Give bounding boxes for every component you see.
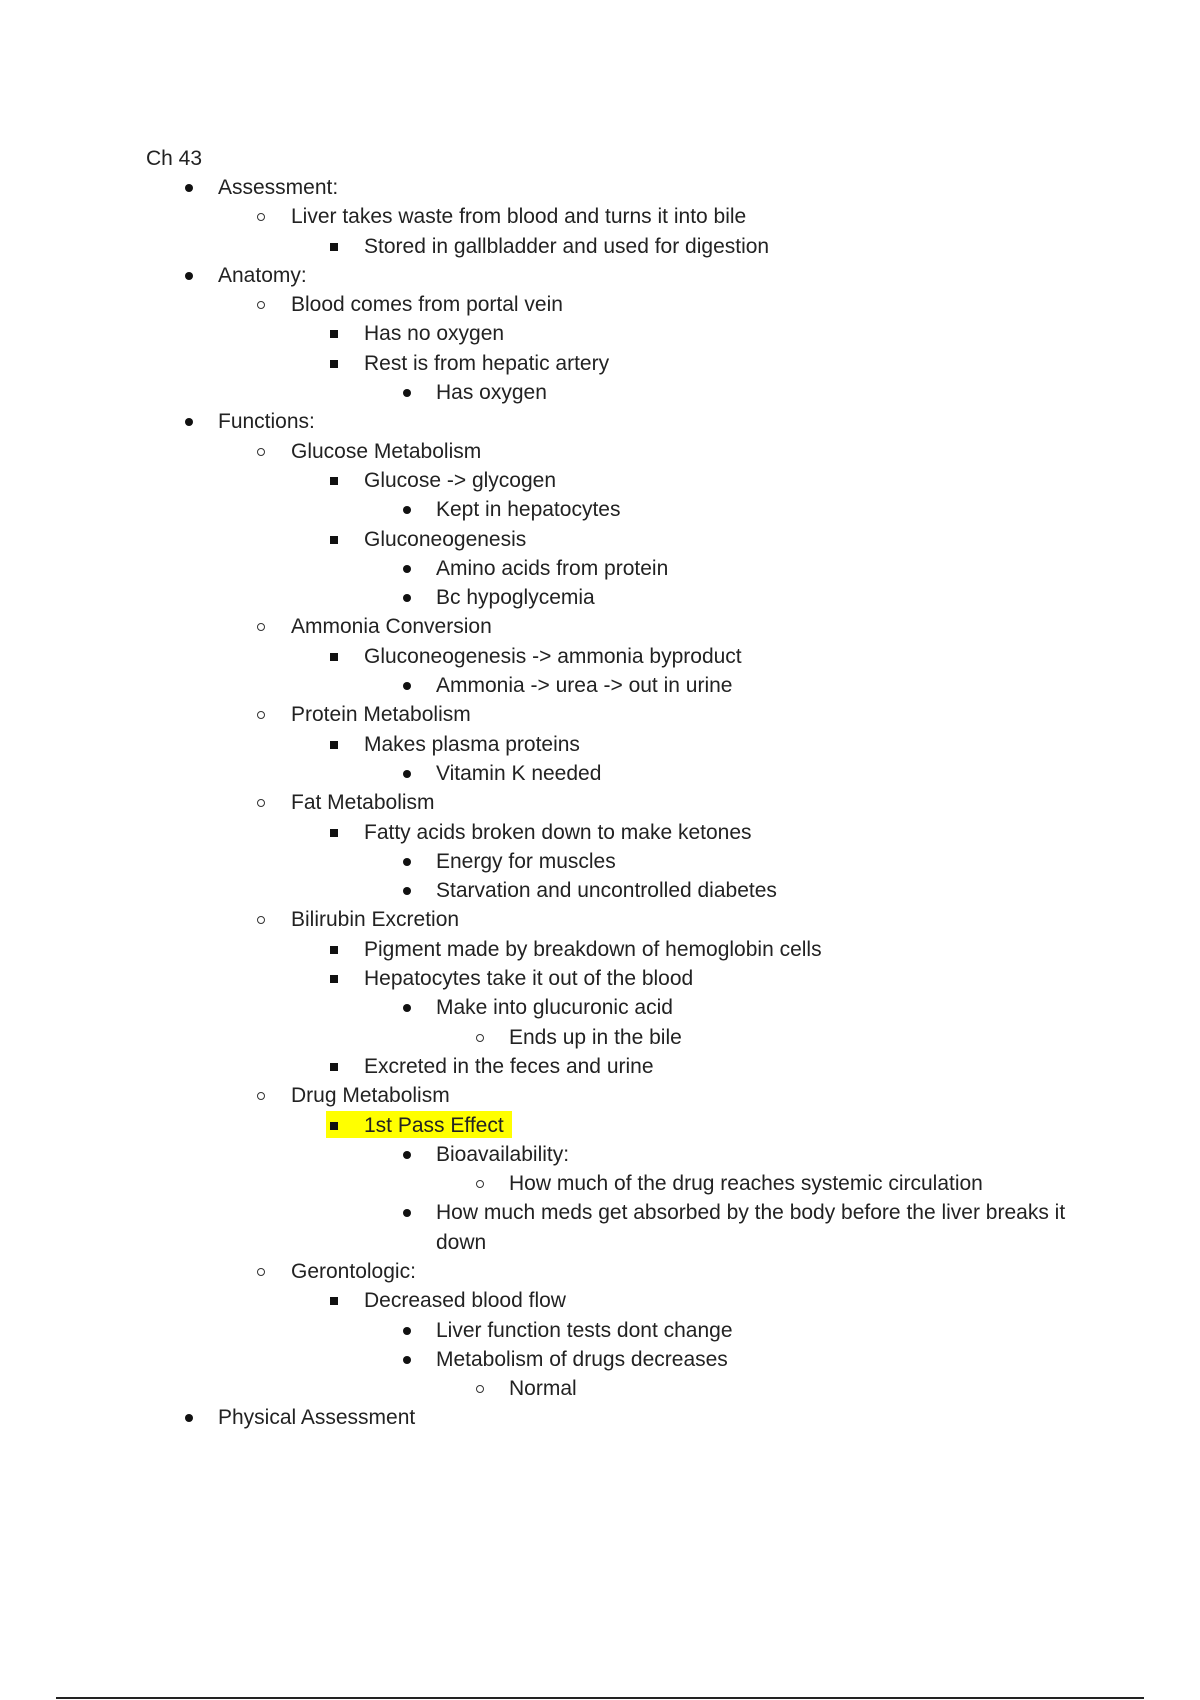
list-item-text: Pigment made by breakdown of hemoglobin cells	[364, 937, 822, 961]
list-item-text: Has oxygen	[436, 381, 547, 405]
list-item-text: Liver function tests dont change	[436, 1318, 733, 1342]
list-item-text: Bioavailability:	[436, 1142, 570, 1166]
list-item	[0, 612, 1200, 641]
list-item	[0, 788, 1200, 817]
list-item-text: Energy for muscles	[436, 849, 616, 873]
list-item-text: Glucose -> glycogen	[364, 468, 557, 492]
list-item	[0, 1257, 1200, 1286]
list-item-text: Anatomy:	[218, 263, 307, 287]
list-item	[0, 1316, 1200, 1345]
list-item-text: Liver takes waste from blood and turns it into bile	[291, 205, 747, 229]
list-item	[0, 730, 1200, 759]
list-item-text: Normal	[509, 1377, 577, 1401]
list-item-text: Decreased blood flow	[364, 1289, 566, 1313]
list-item	[0, 261, 1200, 290]
list-item	[0, 1403, 1200, 1432]
list-item-text: Gluconeogenesis	[364, 527, 527, 551]
list-item	[0, 437, 1200, 466]
list-item-text: Kept in hepatocytes	[436, 498, 621, 522]
list-item	[0, 202, 1200, 231]
list-item-text: Has no oxygen	[364, 322, 505, 346]
list-item-text: Starvation and uncontrolled diabetes	[436, 879, 777, 903]
list-item-text: Makes plasma proteins	[364, 732, 580, 756]
list-item-text: Excreted in the feces and urine	[364, 1054, 654, 1078]
list-item-text: Hepatocytes take it out of the blood	[364, 967, 694, 991]
note-outline	[0, 173, 1200, 1433]
list-item	[0, 847, 1200, 876]
list-item	[0, 671, 1200, 700]
list-item	[0, 1111, 1200, 1140]
list-item-text: How much meds get absorbed by the body before the liver breaks it down	[436, 1201, 1066, 1254]
list-item	[0, 495, 1200, 524]
list-item	[0, 1169, 1200, 1198]
list-item	[0, 964, 1200, 993]
footer-divider	[56, 1697, 1144, 1699]
list-item	[0, 1023, 1200, 1052]
list-item-text: Stored in gallbladder and used for digestion	[364, 234, 770, 258]
list-item	[0, 1374, 1200, 1403]
list-item-text: Vitamin K needed	[436, 761, 602, 785]
list-item	[0, 466, 1200, 495]
list-item-text: Drug Metabolism	[291, 1084, 450, 1108]
list-item-text: Blood comes from portal vein	[291, 293, 563, 317]
list-item	[0, 993, 1200, 1022]
list-item-text: Gerontologic:	[291, 1259, 416, 1283]
list-item	[0, 319, 1200, 348]
list-item-text: Gluconeogenesis -> ammonia byproduct	[364, 644, 742, 668]
list-item-text: Metabolism of drugs decreases	[436, 1347, 728, 1371]
page-title: Ch 43	[146, 147, 203, 170]
list-item-text: Functions:	[218, 410, 315, 434]
list-item-text: How much of the drug reaches systemic circulation	[509, 1172, 983, 1196]
list-item	[0, 407, 1200, 436]
list-item	[0, 290, 1200, 319]
list-item-text: Physical Assessment	[218, 1406, 416, 1430]
list-item	[0, 1286, 1200, 1315]
list-item	[0, 583, 1200, 612]
list-item	[0, 759, 1200, 788]
list-item-text: Ammonia Conversion	[291, 615, 492, 639]
list-item-text: Ammonia -> urea -> out in urine	[436, 674, 733, 698]
list-item-text: Make into glucuronic acid	[436, 996, 673, 1020]
list-item	[0, 642, 1200, 671]
list-item-text: Bilirubin Excretion	[291, 908, 460, 932]
list-item	[0, 1052, 1200, 1081]
list-item	[0, 554, 1200, 583]
list-item-text: Glucose Metabolism	[291, 439, 482, 463]
list-item-text: Rest is from hepatic artery	[364, 351, 610, 375]
list-item	[0, 818, 1200, 847]
list-item	[0, 1198, 1200, 1257]
list-item-text: Fat Metabolism	[291, 791, 435, 815]
list-item	[0, 935, 1200, 964]
list-item	[0, 232, 1200, 261]
list-item	[0, 876, 1200, 905]
list-item-text: Protein Metabolism	[291, 703, 471, 727]
list-item	[0, 349, 1200, 378]
list-item	[0, 378, 1200, 407]
list-item	[0, 700, 1200, 729]
list-item-text: Ends up in the bile	[509, 1025, 682, 1049]
list-item-text: Fatty acids broken down to make ketones	[364, 820, 752, 844]
list-item-text: 1st Pass Effect	[364, 1113, 504, 1137]
list-item	[0, 905, 1200, 934]
list-item	[0, 173, 1200, 202]
list-item	[0, 525, 1200, 554]
list-item-text: Assessment:	[218, 176, 339, 199]
list-item	[0, 1345, 1200, 1374]
list-item	[0, 1140, 1200, 1169]
list-item-text: Amino acids from protein	[436, 556, 669, 580]
list-item-text: Bc hypoglycemia	[436, 586, 595, 610]
list-item	[0, 1081, 1200, 1110]
